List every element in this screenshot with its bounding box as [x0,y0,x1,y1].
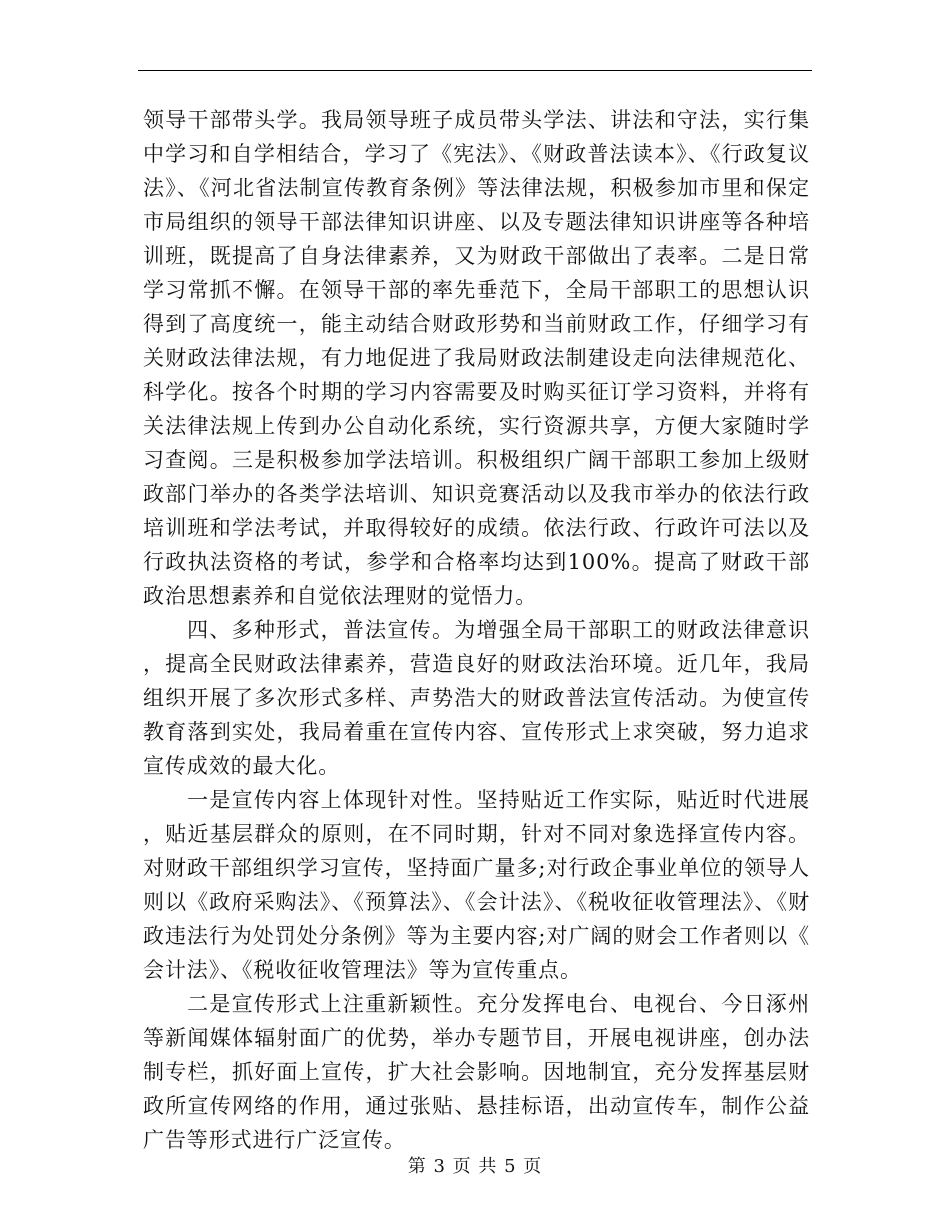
paragraph-study-leadership: 领导干部带头学。我局领导班子成员带头学法、讲法和守法，实行集中学习和自学相结合，学习了《宪法》、《财政普法读本》、《行政复议法》、《河北省法制宣传教育条例》等法律法规，积极参加市里和保定市局组织的领导干部法律知识讲座、以及专题法律知识讲座等各种培训班，既提高了自身法律素养，又为财政干部做出了表率。二是日常学习常抓不懈。在领导干部的率先垂范下，全局干部职工的思想认识得到了高度统一，能主动结合财政形势和当前财政工作，仔细学习有关财政法律法规，有力地促进了我局财政法制建设走向法律规范化、科学化。按各个时期的学习内容需要及时购买征订学习资料，并将有关法律法规上传到办公自动化系统，实行资源共享，方便大家随时学习查阅。三是积极参加学法培训。积极组织广阔干部职工参加上级财政部门举办的各类学法培训、知识竞赛活动以及我市举办的依法行政培训班和学法考试，并取得较好的成绩。依法行政、行政许可法以及行政执法资格的考试，参学和合格率均达到100%。提高了财政干部政治思想素养和自觉依法理财的觉悟力。 [143,108,810,608]
paragraph-publicity-forms: 四、多种形式，普法宣传。为增强全局干部职工的财政法律意识，提高全民财政法律素养，营造良好的财政法治环境。近几年，我局组织开展了多次形式多样、声势浩大的财政普法宣传活动。为使宣传教育落到实处，我局着重在宣传内容、宣传形式上求突破，努力追求宣传成效的最大化。 [143,618,810,778]
page-number-footer: 第 3 页 共 5 页 [407,1156,543,1177]
header-rule [138,70,812,71]
paragraph-publicity-novelty: 二是宣传形式上注重新颖性。充分发挥电台、电视台、今日涿州等新闻媒体辐射面广的优势，举办专题节目，开展电视讲座，创办法制专栏，抓好面上宣传，扩大社会影响。因地制宜，充分发挥基层财政所宣传网络的作用，通过张贴、悬挂标语，出动宣传车，制作公益广告等形式进行广泛宣传。 [143,992,810,1152]
document-body [143,103,810,1157]
paragraph-publicity-content: 一是宣传内容上体现针对性。坚持贴近工作实际，贴近时代进展，贴近基层群众的原则，在不同时期，针对不同对象选择宣传内容。对财政干部组织学习宣传，坚持面广量多;对行政企事业单位的领导人则以《政府采购法》、《预算法》、《会计法》、《税收征收管理法》、《财政违法行为处罚处分条例》等为主要内容;对广阔的财会工作者则以《会计法》、《税收征收管理法》等为宣传重点。 [143,788,810,982]
